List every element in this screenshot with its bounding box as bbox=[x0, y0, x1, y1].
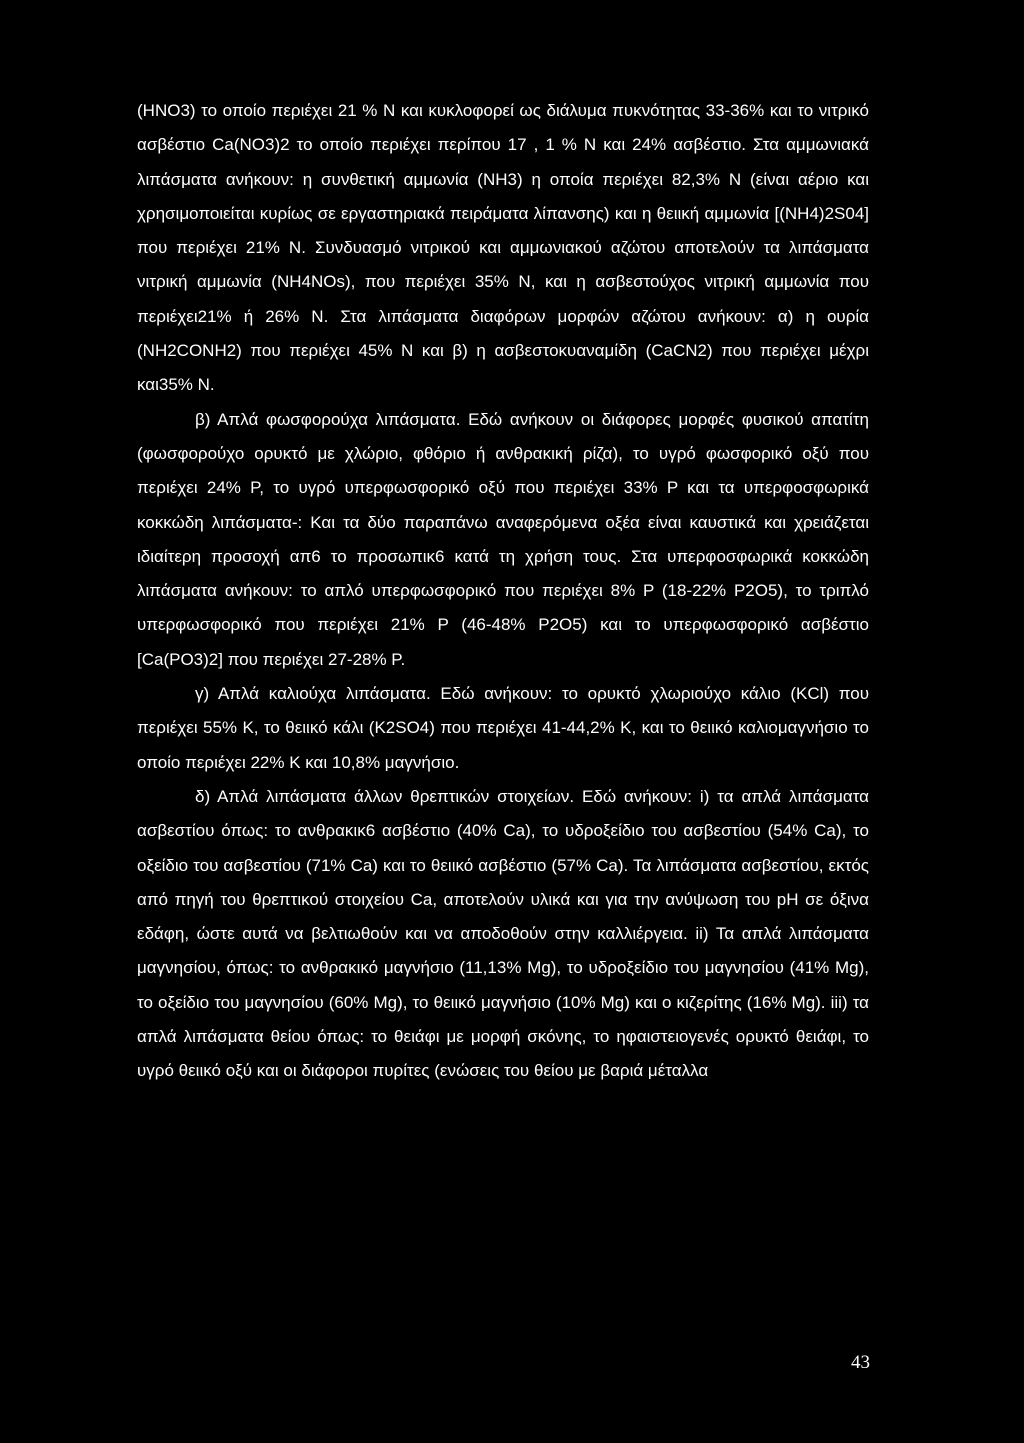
paragraph-other-nutrient-fertilizers: δ) Απλά λιπάσματα άλλων θρεπτικών στοιχείων. Εδώ ανήκουν: i) τα απλά λιπάσματα ασβεστίου όπως: το ανθρακικ6 ασβέστιο (40% Ca), το υδροξείδιο του ασβεστίου (54% Ca), το οξείδιο του ασβεστίου (71% Ca) και το θειικό ασβέστιο (57% Ca). Τα λιπάσματα ασβεστίου, εκτός από πηγή του θρεπτικού στοιχείου Ca, αποτελούν υλικά και για την ανύψωση του pH σε όξινα εδάφη, ώστε αυτά να βελτιωθούν και να αποδοθούν στην καλλιέργεια. ii) Τα απλά λιπάσματα μαγνησίου, όπως: το ανθρακικό μαγνήσιο (11,13% Mg), το υδροξείδιο του μαγνησίου (41% Mg), το οξείδιο του μαγνησίου (60% Mg), το θειικό μαγνήσιο (10% Mg) και ο κιζερίτης (16% Mg). iii) τα απλά λιπάσματα θείου όπως: το θειάφι με μορφή σκόνης, το ηφαιστειογενές ορυκτό θειάφι, το υγρό θειικό οξύ και οι διάφοροι πυρίτες (ενώσεις του θείου με βαριά μέταλλα bbox=[137, 786, 869, 1081]
paragraph-nitrogen-fertilizers: (HNO3) το οποίο περιέχει 21 % N και κυκλοφορεί ως διάλυμα πυκνότητας 33-36% και το νιτρικό ασβέστιο Ca(NO3)2 το οποίο περιέχει περίπου 17 , 1 % N και 24% ασβέστιο. Στα αμμωνιακά λιπάσματα ανήκουν: η συνθετική αμμωνία (NH3) η οποία περιέχει 82,3% N (είναι αέριο και χρησιμοποιείται κυρίως σε εργαστηριακά πειράματα λίπανσης) και η θειική αμμωνία [(NH4)2S04] που περιέχει 21% N. Συνδυασμό νιτρικού και αμμωνιακού αζώτου αποτελούν τα λιπάσματα νιτρική αμμωνία (NH4NOs), που περιέχει 35% N, και η ασβεστούχος νιτρική αμμωνία που περιέχει21% ή 26% N. Στα λιπάσματα διαφόρων μορφών αζώτου ανήκουν: α) η ουρία (NH2CONH2) που περιέχει 45% N και β) η ασβεστοκυαναμίδη (CaCN2) που περιέχει μέχρι και35% N. bbox=[137, 101, 869, 395]
body-text bbox=[137, 94, 869, 1089]
page-number: 43 bbox=[851, 1352, 870, 1373]
paragraph-potassium-fertilizers: γ) Απλά καλιούχα λιπάσματα. Εδώ ανήκουν: το ορυκτό χλωριούχο κάλιο (KCl) που περιέχει 55% K, το θειικό κάλι (K2SO4) που περιέχει 41-44,2% K, και το θειικό καλιομαγνήσιο το οποίο περιέχει 22% K και 10,8% μαγνήσιο. bbox=[137, 684, 869, 772]
paragraph-phosphorus-fertilizers: β) Απλά φωσφορούχα λιπάσματα. Εδώ ανήκουν οι διάφορες μορφές φυσικού απατίτη (φωσφορούχο ορυκτό με χλώριο, φθόριο ή ανθρακική ρίζα), το υγρό φωσφορικό οξύ που περιέχει 24% P, το υγρό υπερφωσφορικό οξύ που περιέχει 33% P και τα υπερφοσφωρικά κοκκώδη λιπάσματα-: Και τα δύο παραπάνω αναφερόμενα οξέα είναι καυστικά και χρειάζεται ιδιαίτερη προσοχή απ6 το προσωπικ6 κατά τη χρήση τους. Στα υπερφοσφωρικά κοκκώδη λιπάσματα ανήκουν: το απλό υπερφωσφορικό που περιέχει 8% P (18-22% P2O5), το τριπλό υπερφωσφορικό που περιέχει 21% P (46-48% P2O5) και το υπερφωσφορικό ασβέστιο [Ca(PO3)2] που περιέχει 27-28% P. bbox=[137, 409, 869, 669]
